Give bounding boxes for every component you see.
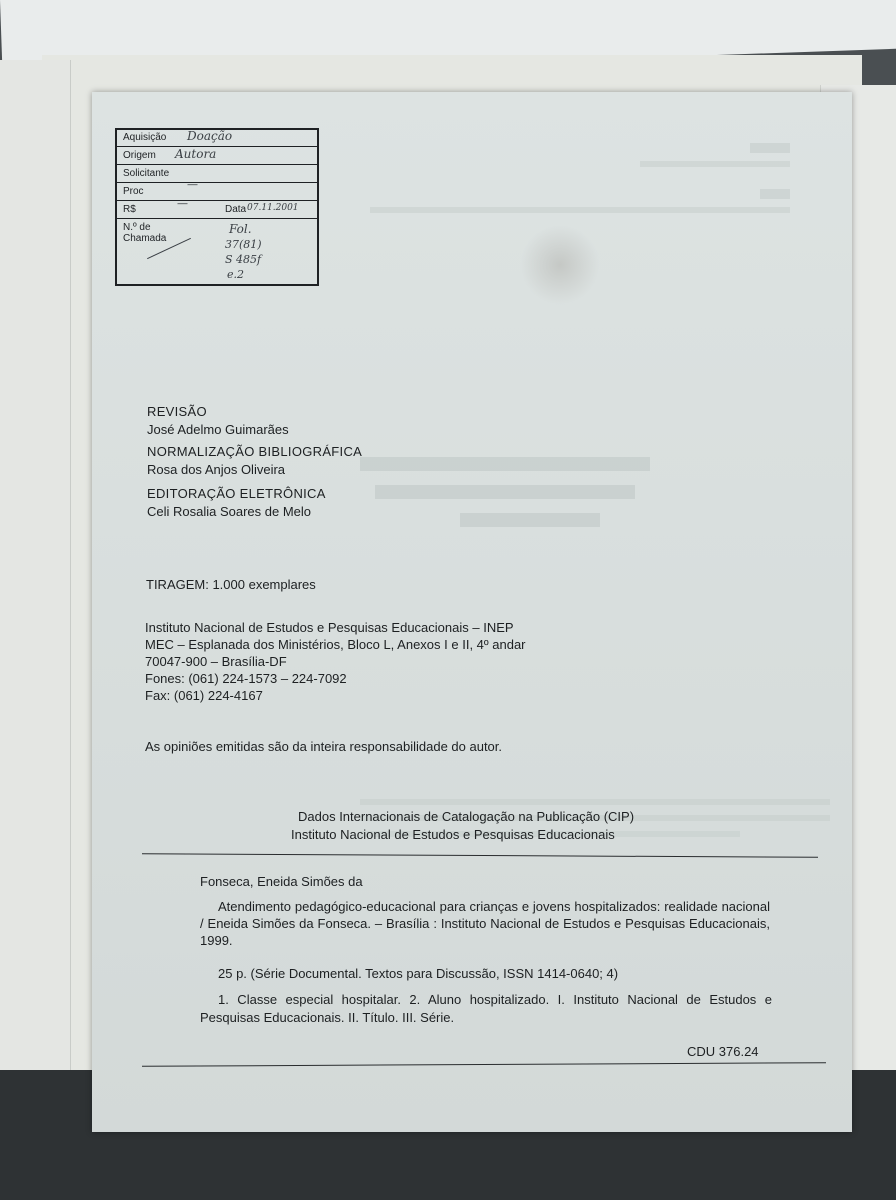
acquisition-stamp (115, 128, 319, 286)
address-line: 70047-900 – Brasília-DF (145, 654, 287, 669)
call-number-line: 37(81) (225, 238, 262, 251)
credit-name-editoracao: Celi Rosalia Soares de Melo (147, 504, 312, 519)
stamp-row-solicitante (117, 166, 317, 183)
address-line: MEC – Esplanada dos Ministérios, Bloco L, Anexos I e II, 4º andar (145, 637, 526, 652)
cip-subtitle: Instituto Nacional de Estudos e Pesquisas Educacionais (291, 827, 615, 842)
cip-subjects: 1. Classe especial hospitalar. 2. Aluno hospitalizado. I. Instituto Nacional de Estudos e Pesquisas Educacionais. II. Título. III. Série. (200, 992, 772, 1025)
stamp-label: Solicitante (123, 168, 170, 179)
credit-heading-editoracao: EDITORAÇÃO ELETRÔNICA (147, 486, 326, 501)
disclaimer: As opiniões emitidas são da inteira responsabilidade do autor. (145, 739, 503, 754)
stamp-row-proc (117, 178, 317, 201)
credit-heading-normalizacao: NORMALIZAÇÃO BIBLIOGRÁFICA (147, 444, 363, 459)
stamp-label: Aquisição (123, 132, 167, 143)
bleed-through-text (600, 135, 790, 245)
stamp-label: Data (225, 204, 247, 215)
address-line: Instituto Nacional de Estudos e Pesquisas Educacionais – INEP (145, 620, 514, 635)
cip-cdu: CDU 376.24 (687, 1044, 759, 1059)
stamp-row-aquisicao (117, 130, 317, 147)
stamp-handwritten-value: — (187, 178, 198, 191)
bleed-through-title (360, 455, 650, 535)
stamp-row-rs (117, 197, 317, 219)
cip-author: Fonseca, Eneida Simões da (200, 874, 363, 889)
cip-title: Dados Internacionais de Catalogação na Publicação (CIP) (298, 809, 635, 824)
call-number-line: Fol. (229, 222, 252, 236)
call-number-line: S 485f (225, 253, 262, 266)
stamp-handwritten-date: 07.11.2001 (247, 203, 299, 213)
stamp-label: Proc (123, 186, 144, 197)
stamp-label: Origem (123, 150, 156, 161)
page-stain (520, 225, 600, 305)
stamp-handwritten-value: — (177, 197, 188, 210)
stamp-handwritten-value: Autora (175, 147, 217, 161)
print-run: TIRAGEM: 1.000 exemplares (146, 577, 316, 592)
credit-heading-revisao: REVISÃO (147, 404, 207, 419)
background-paper-left (0, 60, 71, 1080)
stamp-label: N.º de Chamada (123, 222, 167, 244)
stamp-handwritten-value: Doação (187, 129, 233, 143)
cip-series: 25 p. (Série Documental. Textos para Discussão, ISSN 1414-0640; 4) (218, 966, 619, 981)
cip-entry: Atendimento pedagógico-educacional para crianças e jovens hospitalizados: realidade nacional / Eneida Simões da Fonseca. – Brasília : Instituto Nacional de Estudos e Pesquisas Educacionais, 1999. (200, 899, 770, 948)
credit-name-revisao: José Adelmo Guimarães (147, 422, 289, 437)
call-number-line: e.2 (227, 268, 245, 281)
address-line: Fax: (061) 224-4167 (145, 688, 263, 703)
credit-name-normalizacao: Rosa dos Anjos Oliveira (147, 462, 286, 477)
address-line: Fones: (061) 224-1573 – 224-7092 (145, 671, 347, 686)
stamp-label: R$ (123, 204, 136, 215)
stamp-row-origem (117, 148, 317, 165)
